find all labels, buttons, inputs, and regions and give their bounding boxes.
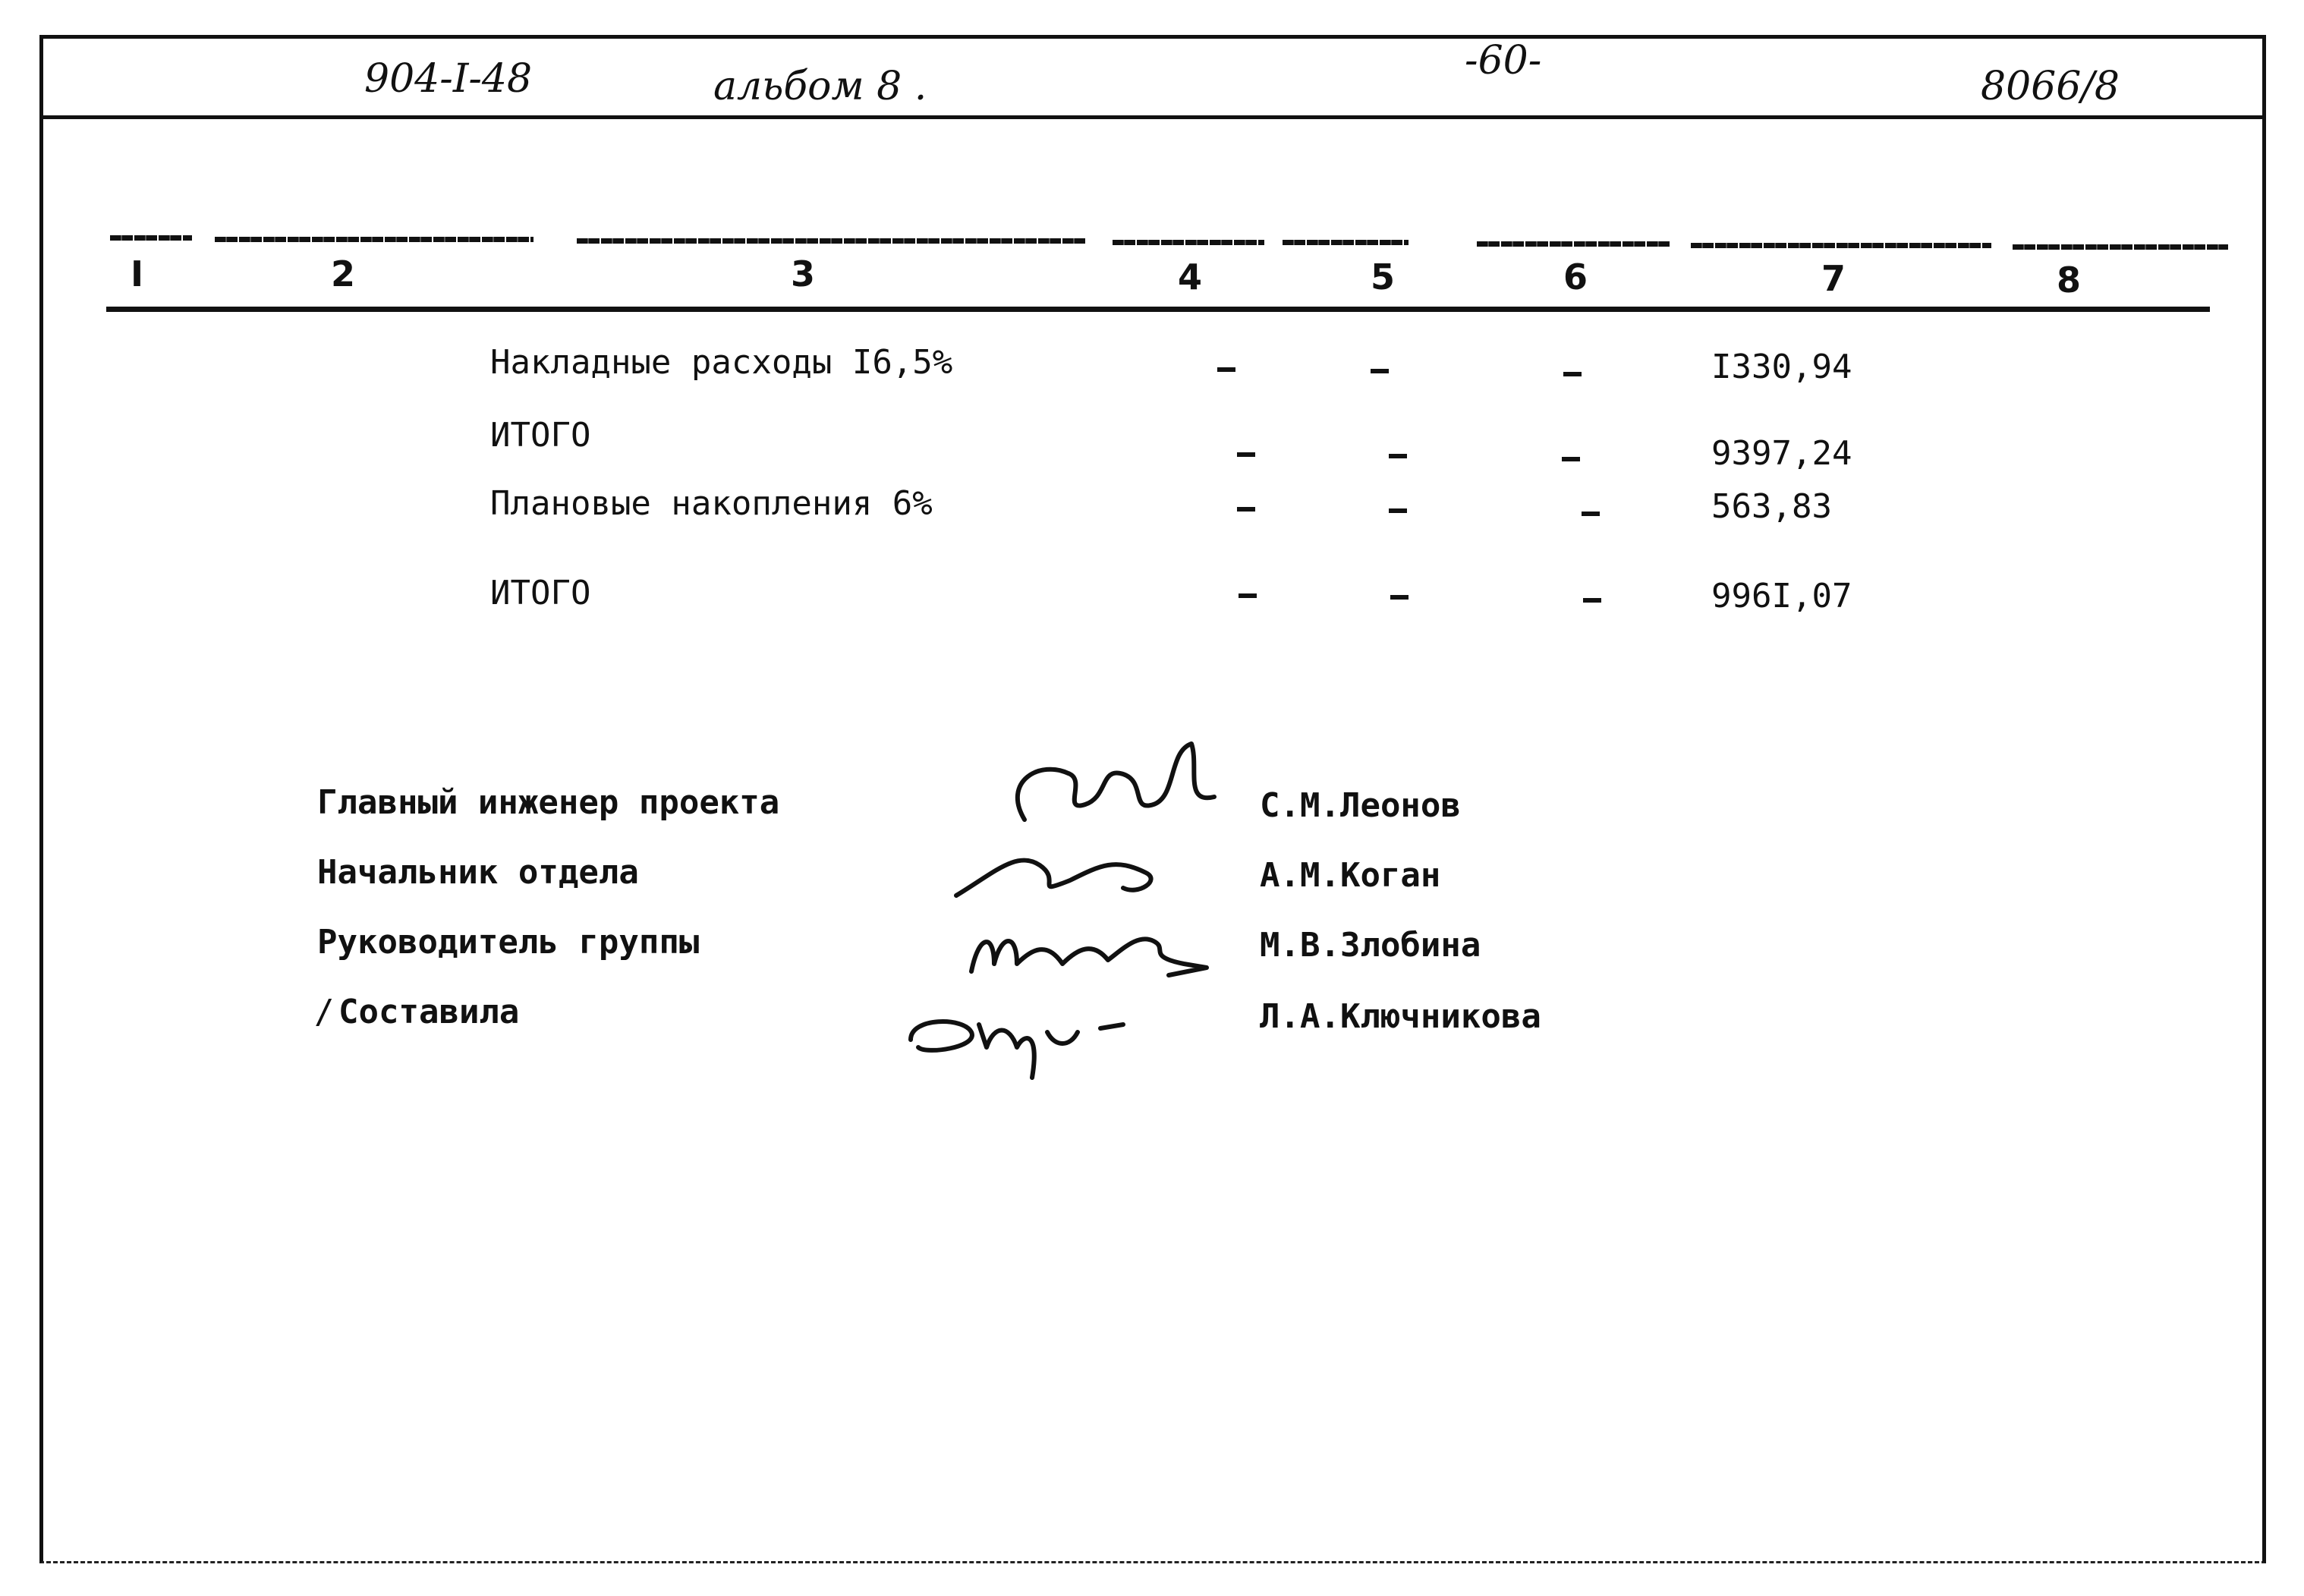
column-rule bbox=[2013, 244, 2228, 250]
empty-cell-col4 bbox=[1237, 452, 1255, 457]
column-header-2: 2 bbox=[331, 253, 356, 294]
column-header-1: I bbox=[131, 253, 144, 294]
table-header-rule bbox=[106, 307, 2210, 312]
empty-cell-col5 bbox=[1390, 595, 1409, 600]
signatory-title: Составила bbox=[338, 993, 520, 1031]
signatory-name: Л.А.Ключникова bbox=[1260, 997, 1541, 1036]
signatory-title: Руководитель группы bbox=[317, 923, 700, 962]
empty-cell-col5 bbox=[1389, 508, 1407, 513]
signatory-name: С.М.Леонов bbox=[1260, 786, 1461, 825]
signatory-title: Начальник отдела bbox=[317, 853, 639, 892]
row-total: 9397,24 bbox=[1711, 434, 1852, 473]
row-label: Накладные расходы I6,5% bbox=[490, 343, 953, 382]
signatory-title: Главный инженер проекта bbox=[317, 783, 780, 822]
column-header-7: 7 bbox=[1821, 258, 1846, 299]
signatory-name: М.В.Злобина bbox=[1260, 926, 1481, 965]
row-total: I330,94 bbox=[1711, 348, 1852, 386]
column-rule bbox=[1283, 240, 1409, 245]
column-rule bbox=[110, 235, 192, 241]
slash-mark: / bbox=[314, 993, 335, 1031]
empty-cell-col6 bbox=[1582, 512, 1600, 516]
column-rule bbox=[1477, 241, 1670, 247]
empty-cell-col6 bbox=[1563, 372, 1582, 376]
album-label: альбом 8 . bbox=[713, 64, 927, 109]
column-rule bbox=[1113, 240, 1264, 245]
row-label: ИТОГО bbox=[490, 416, 591, 455]
empty-cell-col6 bbox=[1562, 457, 1580, 461]
empty-cell-col5 bbox=[1371, 369, 1389, 373]
column-rule bbox=[215, 237, 534, 242]
row-total: 563,83 bbox=[1711, 487, 1832, 526]
empty-cell-col4 bbox=[1237, 507, 1255, 512]
empty-cell-col4 bbox=[1217, 367, 1235, 372]
document-number: 904-I-48 bbox=[364, 56, 533, 102]
signatory-name: А.М.Коган bbox=[1260, 856, 1441, 895]
column-header-6: 6 bbox=[1563, 257, 1588, 297]
signature-compiler bbox=[895, 994, 1169, 1108]
signature-group-leader bbox=[956, 888, 1229, 1002]
row-total: 996I,07 bbox=[1711, 577, 1852, 615]
empty-cell-col4 bbox=[1239, 593, 1257, 598]
column-header-5: 5 bbox=[1371, 257, 1396, 297]
column-header-8: 8 bbox=[2057, 260, 2082, 301]
column-rule bbox=[577, 238, 1087, 244]
header-divider bbox=[39, 115, 2266, 119]
column-header-3: 3 bbox=[791, 253, 816, 294]
column-header-4: 4 bbox=[1178, 257, 1203, 297]
page-number: -60- bbox=[1465, 38, 1542, 83]
empty-cell-col6 bbox=[1583, 598, 1601, 603]
document-code: 8066/8 bbox=[1981, 64, 2120, 109]
row-label: ИТОГО bbox=[490, 574, 591, 612]
row-label: Плановые накопления 6% bbox=[490, 484, 933, 523]
empty-cell-col5 bbox=[1389, 454, 1407, 458]
column-rule bbox=[1691, 243, 1991, 248]
